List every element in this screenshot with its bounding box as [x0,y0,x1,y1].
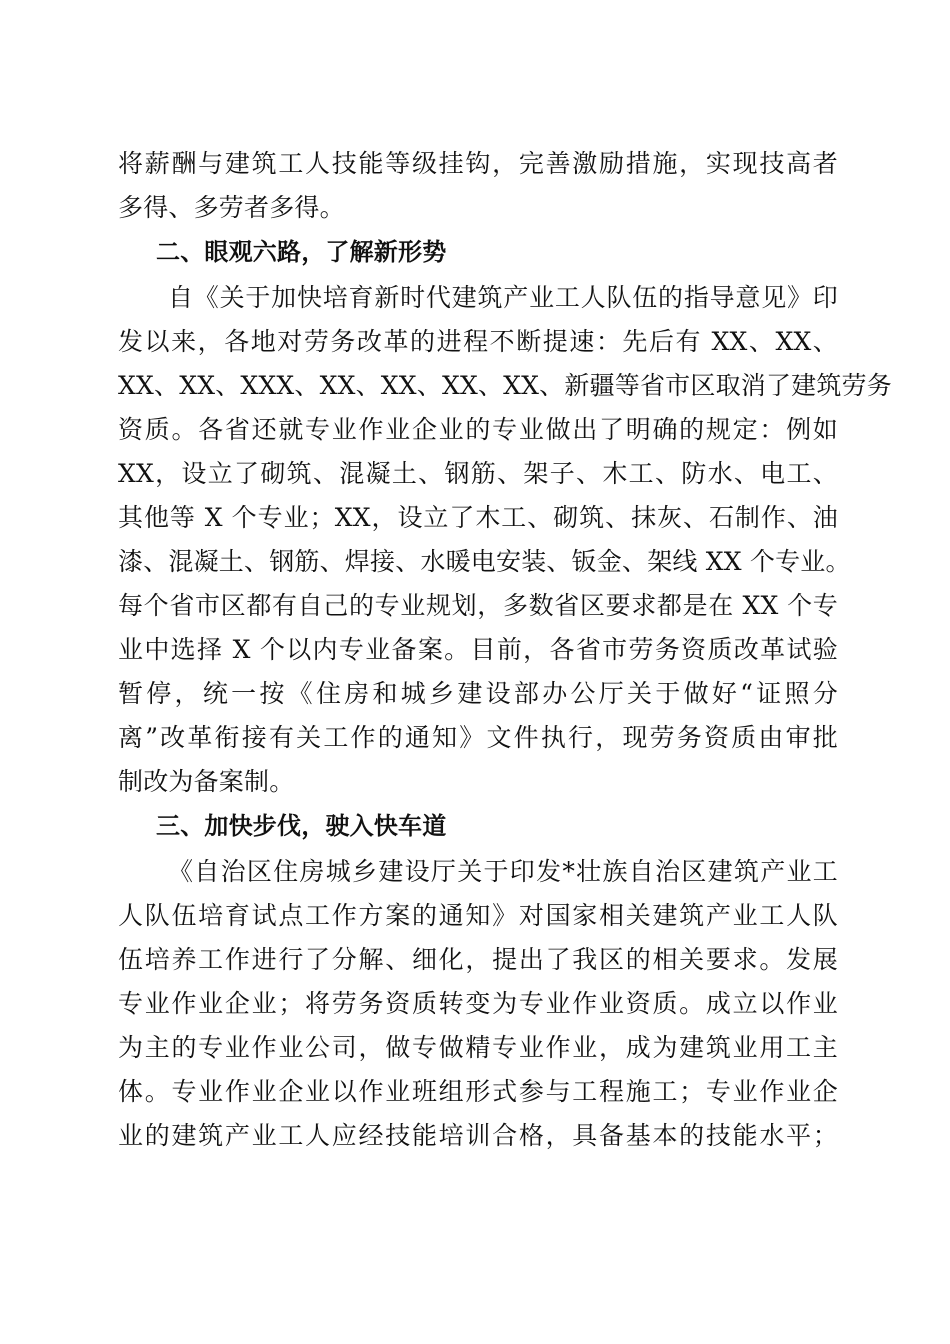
para3-line-7: 业的建筑产业工人应经技能培训合格，具备基本的技能水平； [118,1121,838,1150]
para1-line-1: 将薪酬与建筑工人技能等级挂钩，完善激励措施，实现技高者 [118,149,838,178]
para2-line-8: 每个省市区都有自己的专业规划，多数省区要求都是在 XX 个专 [118,591,838,620]
para2-line-10: 暂停，统一按《住房和城乡建设部办公厅关于做好“证照分 [118,679,838,708]
para3-line-2: 人队伍培育试点工作方案的通知》对国家相关建筑产业工人队 [118,901,838,930]
para3-line-6: 体。专业作业企业以作业班组形式参与工程施工；专业作业企 [118,1077,838,1106]
para2-line-9: 业中选择 X 个以内专业备案。目前，各省市劳务资质改革试验 [118,635,838,664]
para2-line-5: XX，设立了砌筑、混凝土、钢筋、架子、木工、防水、电工、 [118,459,838,488]
section-heading-3: 三、加快步伐，驶入快车道 [156,812,447,840]
para2-line-4: 资质。各省还就专业作业企业的专业做出了明确的规定：例如 [118,415,838,444]
section-heading-2: 二、眼观六路，了解新形势 [156,238,447,266]
para3-line-1: 《自治区住房城乡建设厅关于印发*壮族自治区建筑产业工 [168,857,838,886]
para2-line-2: 发以来，各地对劳务改革的进程不断提速：先后有 XX、XX、 [118,327,838,356]
para2-line-6: 其他等 X 个专业；XX，设立了木工、砌筑、抹灰、石制作、油 [118,503,838,532]
para2-line-11: 离”改革衔接有关工作的通知》文件执行，现劳务资质由审批 [118,723,838,752]
para2-line-7: 漆、混凝土、钢筋、焊接、水暖电安装、钣金、架线 XX 个专业。 [118,547,851,576]
para1-line-2: 多得、多劳者多得。 [118,193,345,222]
para3-line-4: 专业作业企业；将劳务资质转变为专业作业资质。成立以作业 [118,989,838,1018]
para2-line-3: XX、XX、XXX、XX、XX、XX、XX、新疆等省市区取消了建筑劳务 [118,371,892,400]
para2-line-12: 制改为备案制。 [118,767,295,796]
para2-line-1: 自《关于加快培育新时代建筑产业工人队伍的指导意见》印 [168,283,838,312]
para3-line-3: 伍培养工作进行了分解、细化，提出了我区的相关要求。发展 [118,945,838,974]
para3-line-5: 为主的专业作业公司，做专做精专业作业，成为建筑业用工主 [118,1033,838,1062]
